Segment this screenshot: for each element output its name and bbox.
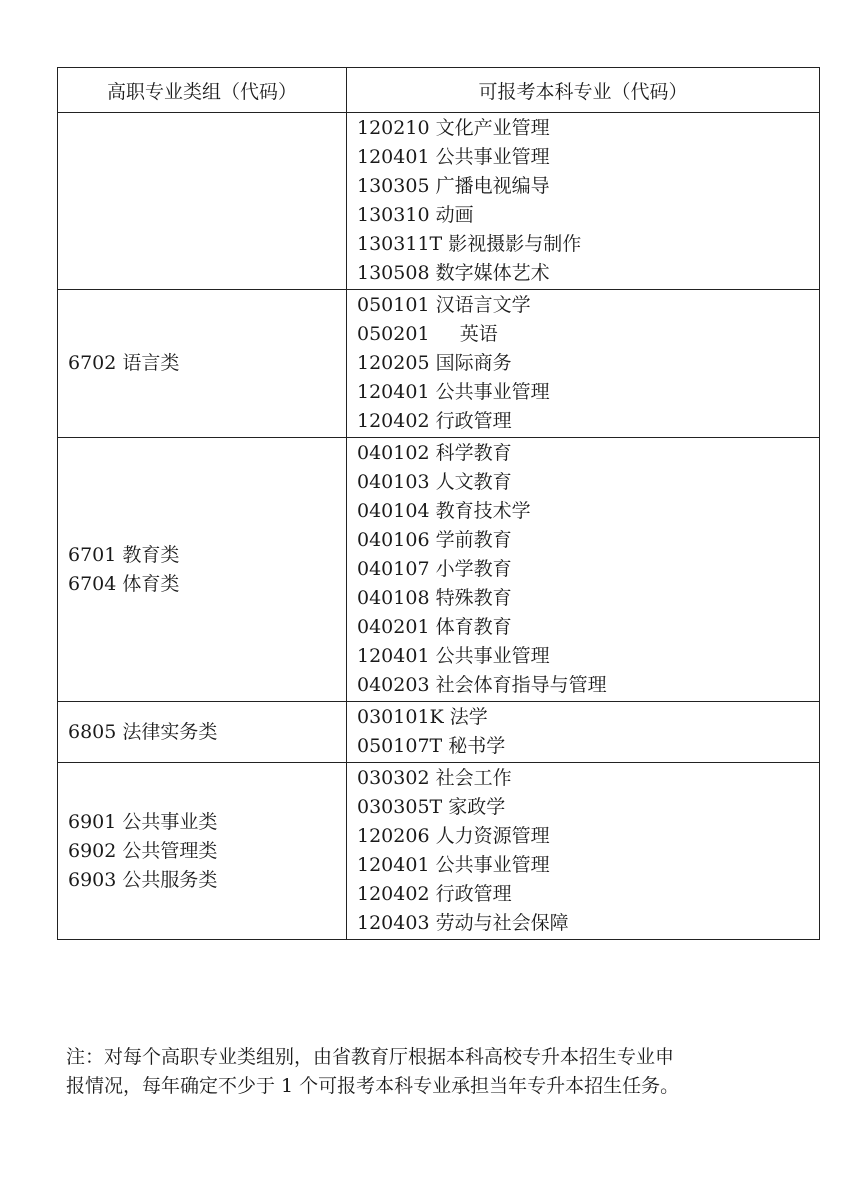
- undergraduate-majors-cell: [347, 763, 820, 940]
- table-row: [58, 438, 820, 702]
- table-body: [58, 113, 820, 940]
- major-entry: [357, 259, 819, 288]
- major-code: 120401: [357, 645, 430, 667]
- major-name: 劳动与社会保障: [435, 912, 569, 934]
- major-name: 公共事业管理: [435, 854, 550, 876]
- footnote-line-1: 注：对每个高职专业类组别，由省教育厅根据本科高校专升本招生专业申: [66, 1046, 675, 1068]
- vocational-group-cell: [58, 763, 347, 940]
- major-code: 040104: [357, 500, 430, 522]
- major-name: 行政管理: [435, 410, 512, 432]
- major-code: 040203: [357, 674, 430, 696]
- major-name: 社会工作: [435, 767, 512, 789]
- major-entry: [357, 201, 819, 230]
- major-entry: [357, 642, 819, 671]
- major-code: 130310: [357, 204, 430, 226]
- major-entry: [357, 613, 819, 642]
- header-undergraduate-major: 可报考本科专业（代码）: [347, 68, 820, 113]
- major-code: 130311T: [357, 233, 443, 255]
- major-entry: [357, 555, 819, 584]
- major-name: 影视摄影与制作: [448, 233, 582, 255]
- major-name: 公共事业管理: [435, 146, 550, 168]
- major-code: 120205: [357, 352, 430, 374]
- major-name: 社会体育指导与管理: [435, 674, 607, 696]
- vocational-group-cell: [58, 113, 347, 290]
- footnote-line-2: 报情况，每年确定不少于 1 个可报考本科专业承担当年专升本招生任务。: [66, 1075, 680, 1097]
- major-name: 国际商务: [435, 352, 512, 374]
- major-code: 120206: [357, 825, 430, 847]
- major-name: 家政学: [448, 796, 506, 818]
- vocational-group-cell: [58, 290, 347, 438]
- major-name: 公共事业管理: [435, 381, 550, 403]
- vocational-group-cell: [58, 438, 347, 702]
- major-code: 040107: [357, 558, 430, 580]
- major-entry: [357, 291, 819, 320]
- major-entry: [357, 584, 819, 613]
- major-name: 小学教育: [435, 558, 512, 580]
- major-code: 040103: [357, 471, 430, 493]
- undergraduate-majors-cell: [347, 113, 820, 290]
- major-entry: [357, 526, 819, 555]
- major-code: 120402: [357, 883, 430, 905]
- major-code: 050107T: [357, 735, 443, 757]
- major-code: 120403: [357, 912, 430, 934]
- major-entry: [357, 320, 819, 349]
- major-code: 030101K: [357, 706, 444, 728]
- major-code: 040106: [357, 529, 430, 551]
- major-entry: [357, 172, 819, 201]
- major-entry: [357, 468, 819, 497]
- vocational-group-label: 6902 公共管理类: [68, 839, 218, 862]
- major-code: 030302: [357, 767, 430, 789]
- major-name: 行政管理: [435, 883, 512, 905]
- major-entry: [357, 497, 819, 526]
- major-entry: [357, 407, 819, 436]
- vocational-group-cell: [58, 702, 347, 763]
- major-entry: [357, 764, 819, 793]
- major-entry: [357, 114, 819, 143]
- major-entry: [357, 909, 819, 938]
- major-name: 教育技术学: [435, 500, 531, 522]
- major-code: 120402: [357, 410, 430, 432]
- major-code: 130508: [357, 262, 430, 284]
- major-name: 广播电视编导: [435, 175, 550, 197]
- major-name: 体育教育: [435, 616, 512, 638]
- undergraduate-majors-cell: [347, 290, 820, 438]
- vocational-group-label: 6805 法律实务类: [68, 720, 218, 743]
- major-name: 数字媒体艺术: [435, 262, 550, 284]
- major-entry: [357, 822, 819, 851]
- vocational-group-label: 6903 公共服务类: [68, 868, 218, 891]
- major-name: 文化产业管理: [435, 117, 550, 139]
- table-row: [58, 763, 820, 940]
- major-code: 040108: [357, 587, 430, 609]
- table-row: [58, 113, 820, 290]
- major-code: 050201: [357, 323, 430, 345]
- major-code: 040201: [357, 616, 430, 638]
- major-name: 汉语言文学: [435, 294, 531, 316]
- major-name: 人力资源管理: [435, 825, 550, 847]
- major-code: 030305T: [357, 796, 443, 818]
- table-row: [58, 290, 820, 438]
- header-vocational-group: 高职专业类组（代码）: [58, 68, 347, 113]
- footnote: [66, 1043, 786, 1101]
- major-code: 050101: [357, 294, 430, 316]
- major-code: 120401: [357, 146, 430, 168]
- major-code: 120401: [357, 854, 430, 876]
- vocational-group-label: 6901 公共事业类: [68, 810, 218, 833]
- major-entry: [357, 732, 819, 761]
- major-entry: [357, 851, 819, 880]
- major-entry: [357, 880, 819, 909]
- vocational-group-label: 6702 语言类: [68, 352, 180, 374]
- major-entry: [357, 349, 819, 378]
- undergraduate-majors-cell: [347, 438, 820, 702]
- major-entry: [357, 378, 819, 407]
- major-code: 120401: [357, 381, 430, 403]
- major-entry: [357, 671, 819, 700]
- major-entry: [357, 143, 819, 172]
- major-separator: [430, 323, 460, 345]
- major-name: 科学教育: [435, 442, 512, 464]
- major-name: 动画: [435, 204, 474, 226]
- major-name: 秘书学: [448, 735, 506, 757]
- major-name: 法学: [449, 706, 488, 728]
- major-entry: [357, 230, 819, 259]
- table-row: [58, 702, 820, 763]
- major-name: 人文教育: [435, 471, 512, 493]
- vocational-group-label: 6704 体育类: [68, 572, 180, 595]
- major-name: 学前教育: [435, 529, 512, 551]
- major-mapping-table: [57, 67, 820, 940]
- major-code: 120210: [357, 117, 430, 139]
- undergraduate-majors-cell: [347, 702, 820, 763]
- major-entry: [357, 439, 819, 468]
- vocational-group-label: 6701 教育类: [68, 543, 180, 566]
- major-entry: [357, 793, 819, 822]
- major-entry: [357, 703, 819, 732]
- major-code: 040102: [357, 442, 430, 464]
- major-name: 英语: [459, 323, 498, 345]
- major-code: 130305: [357, 175, 430, 197]
- major-name: 公共事业管理: [435, 645, 550, 667]
- major-name: 特殊教育: [435, 587, 512, 609]
- table-header-row: [58, 68, 820, 113]
